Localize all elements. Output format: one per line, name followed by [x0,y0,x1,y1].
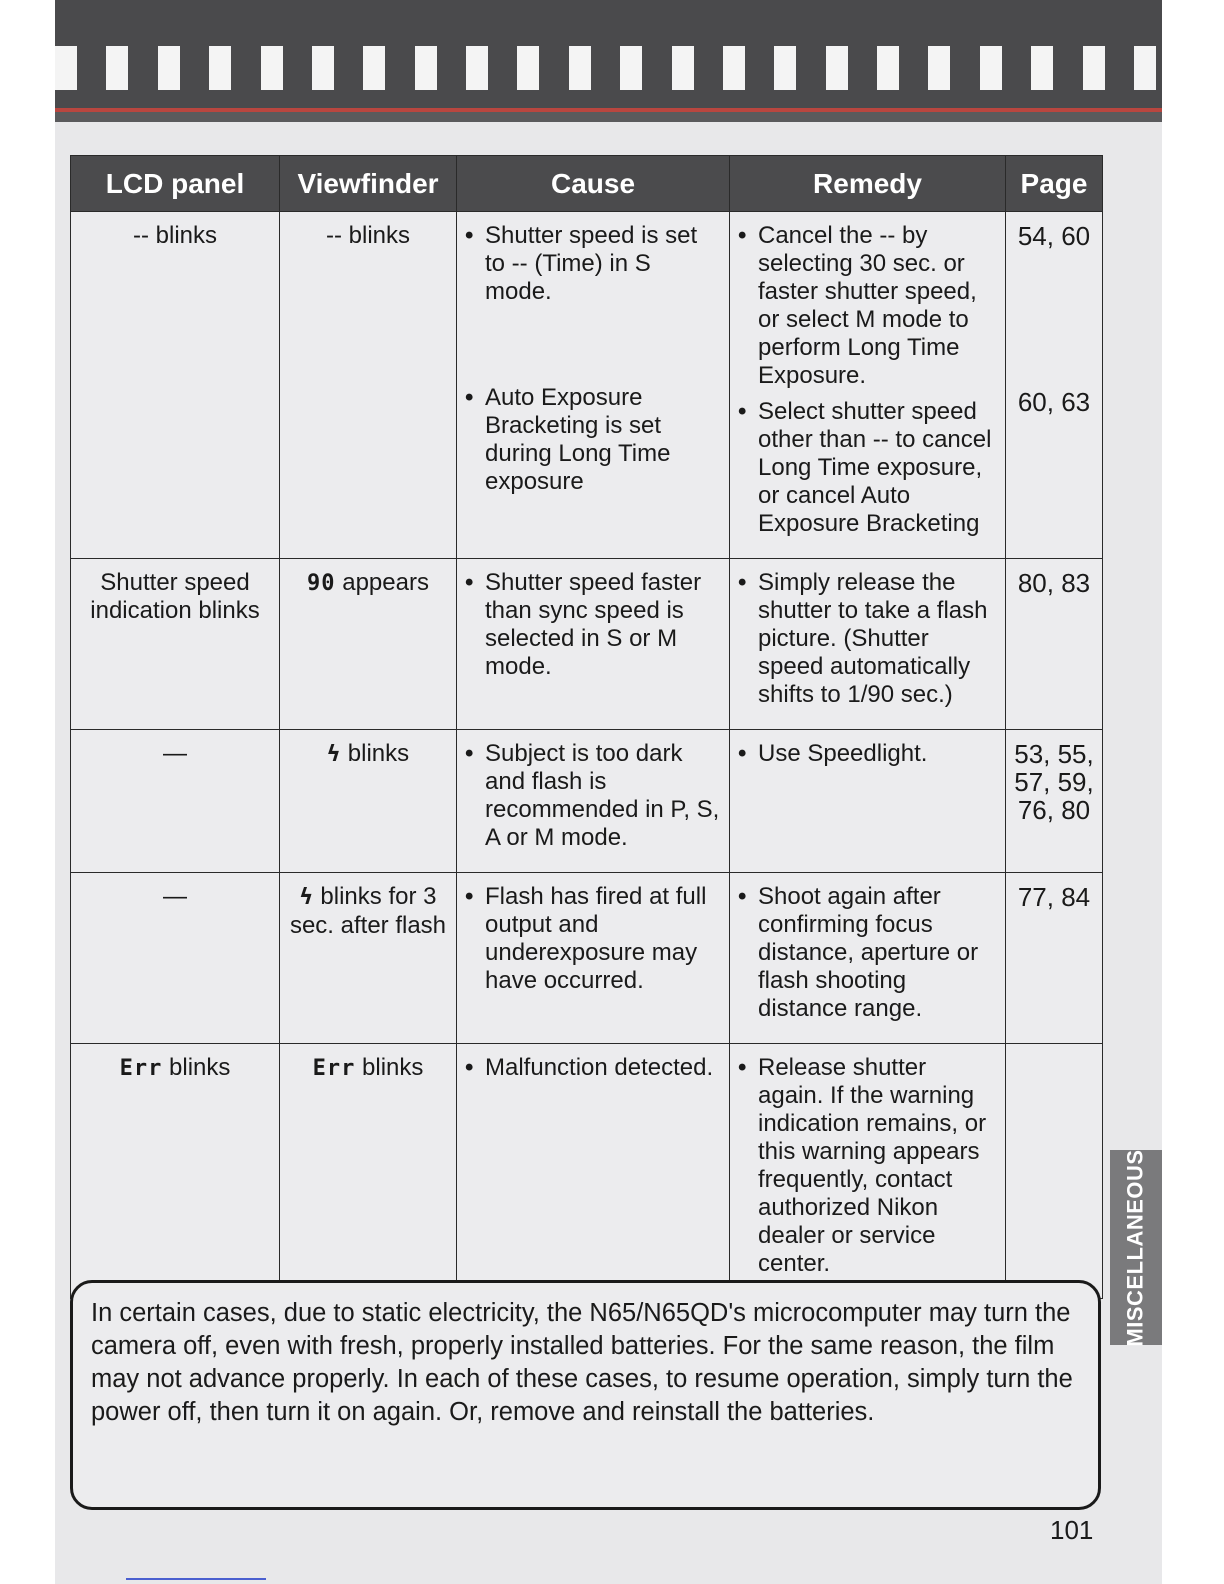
header-page: Page [1006,156,1103,212]
viewfinder-text: blinks for 3 sec. after flash [289,883,447,939]
bottom-link-underline [126,1578,266,1580]
lcd-cell [71,730,280,873]
lcd-text: -- blinks [132,222,217,249]
remedy-cell [730,1044,1006,1299]
lcd-cell [71,1044,280,1299]
cause-text: Shutter speed faster than sync speed is selected in S or M mode. [485,569,702,680]
note-text: In certain cases, due to static electricity, the N65/N65QD's microcomputer may turn the camera off, even with fresh, properly installed batteries. For the same reason, the film may not advance properly. In each of these cases, to resume operation, simply turn the power off, then turn it on again. Or, remove and reinstall the batteries. [91,1299,1073,1426]
page-ref: 54, 60 [1017,221,1091,251]
viewfinder-cell [280,559,457,730]
header-lcd-panel: LCD panel [71,156,280,212]
header-cause: Cause [457,156,730,212]
remedy-text: Release shutter again. If the warning indication remains, or this warning appears frequently, contact authorized Nikon dealer or service center. [758,1054,987,1277]
viewfinder-text: blinks [347,740,410,767]
page-ref: 80, 83 [1017,568,1091,598]
page-number: 101 [1050,1515,1094,1545]
lcd-text: blinks [169,1054,231,1081]
cause-text: Malfunction detected. [485,1054,714,1081]
cause-item: • Subject is too dark and flash is recommended in P, S, A or M mode. [465,740,720,851]
page-cell [1006,1044,1103,1299]
lcd-cell [71,559,280,730]
cause-text: Shutter speed is set to -- (Time) in S mode. [485,222,698,305]
cause-item: • Flash has fired at full output and underexposure may have occurred. [465,883,721,995]
sync-speed-glyph: 90 [307,571,336,596]
cause-item: • Shutter speed faster than sync speed is selected in S or M mode. [465,569,721,681]
remedy-text: Cancel the -- by selecting 30 sec. or faster shutter speed, or select M mode to perform Long Time Exposure. [758,222,977,389]
lcd-text: — [163,740,187,767]
remedy-item: • Release shutter again. If the warning indication remains, or this warning appears frequently, contact authorized Nikon dealer or service center. [738,1054,997,1278]
remedy-item: • Use Speedlight. [738,740,997,768]
film-lower-band [55,112,1162,122]
table-row [71,873,1103,1044]
cause-item: • Malfunction detected. [465,1054,721,1082]
table-row [71,212,1103,559]
section-tab-label: MISCELLANEOUS [1123,1148,1148,1347]
remedy-text: Shoot again after confirming focus distance, aperture or flash shooting distance range. [758,883,979,1022]
header-viewfinder: Viewfinder [280,156,457,212]
table-header-row [71,156,1103,212]
lcd-cell [71,873,280,1044]
troubleshooting-table [70,155,1103,1299]
table-row [71,730,1103,873]
table-row [71,559,1103,730]
remedy-cell [730,559,1006,730]
cause-item: • Shutter speed is set to -- (Time) in S mode. [465,222,721,306]
cause-cell [457,559,730,730]
cause-text: Flash has fired at full output and underexposure may have occurred. [485,883,707,994]
remedy-cell [730,212,1006,559]
cause-cell [457,212,730,559]
cause-text: Auto Exposure Bracketing is set during Long Time exposure [485,384,671,495]
viewfinder-cell [280,730,457,873]
cause-cell [457,873,730,1044]
page-ref: 60, 63 [1017,387,1091,417]
cause-cell [457,1044,730,1299]
cause-item: • Auto Exposure Bracketing is set during Long Time exposure [465,384,721,496]
viewfinder-cell [280,212,457,559]
page-ref: 53, 55, 57, 59, 76, 80 [1014,739,1094,825]
cause-text: Subject is too dark and flash is recommended in P, S, A or M mode. [485,740,720,851]
error-glyph: Err [119,1056,163,1081]
viewfinder-text: appears [342,569,429,596]
error-glyph: Err [312,1056,356,1081]
flash-icon: ϟ [326,742,342,767]
static-electricity-note [70,1280,1101,1510]
remedy-item: • Shoot again after confirming focus distance, aperture or flash shooting distance range. [738,883,997,1023]
viewfinder-cell [280,1044,457,1299]
header-remedy: Remedy [730,156,1006,212]
page-cell [1006,873,1103,1044]
viewfinder-text: blinks [362,1054,424,1081]
remedy-item: • Simply release the shutter to take a flash picture. (Shutter speed automatically shifts to 1/90 sec.) [738,569,997,709]
page-cell [1006,212,1103,559]
remedy-item: • Cancel the -- by selecting 30 sec. or faster shutter speed, or select M mode to perform Long Time Exposure. [738,222,997,390]
flash-icon: ϟ [299,885,314,910]
viewfinder-text: -- blinks [325,222,410,249]
remedy-text: Simply release the shutter to take a flash picture. (Shutter speed automatically shifts to 1/90 sec.) [758,569,988,708]
film-sprockets [55,46,1162,90]
section-tab [1110,1150,1162,1345]
viewfinder-cell [280,873,457,1044]
page-ref: 77, 84 [1017,882,1091,912]
lcd-cell [71,212,280,559]
lcd-text: — [163,883,187,910]
lcd-text: Shutter speed indication blinks [90,569,260,624]
page-cell [1006,730,1103,873]
remedy-text: Use Speedlight. [758,740,928,767]
page-cell [1006,559,1103,730]
remedy-cell [730,730,1006,873]
remedy-cell [730,873,1006,1044]
filmstrip-header [55,0,1162,120]
table-row [71,1044,1103,1299]
cause-cell [457,730,730,873]
remedy-item: • Select shutter speed other than -- to cancel Long Time exposure, or cancel Auto Exposure Bracketing [738,398,997,538]
remedy-text: Select shutter speed other than -- to cancel Long Time exposure, or cancel Auto Exposure Bracketing [758,398,992,537]
